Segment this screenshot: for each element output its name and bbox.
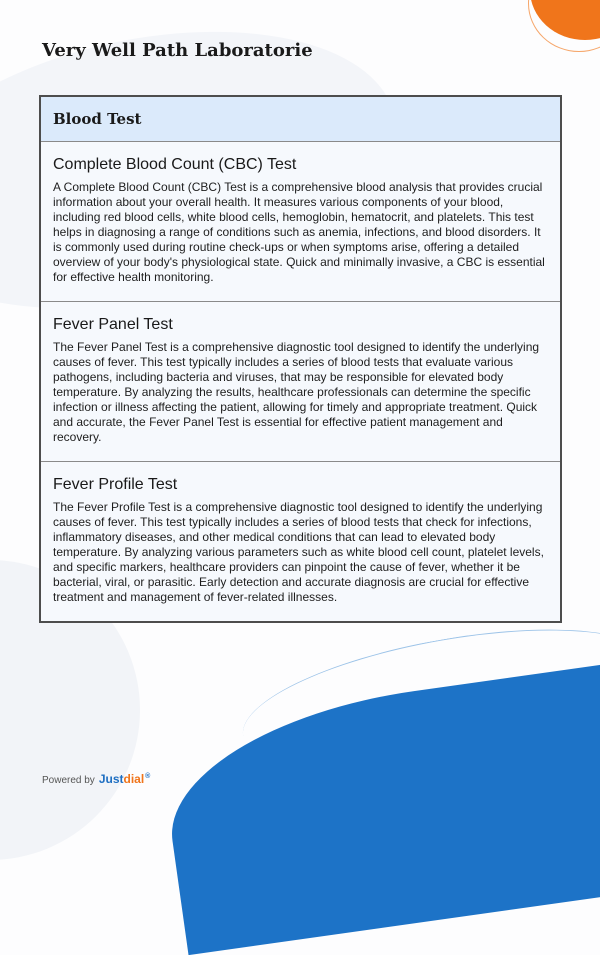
brand-just: Just (98, 772, 124, 786)
test-card (39, 95, 562, 623)
corner-decoration-ring (528, 0, 600, 52)
test-description: The Fever Profile Test is a comprehensive diagnostic tool designed to identify the underlying causes of fever. This test typically includes a series of blood tests that check for infections, inflammatory diseases, and other medical conditions that can lead to elevated body temperature. By analyzing various parameters such as white blood cell count, platelet levels, and specific markers, healthcare providers can pinpoint the cause of fever, whether it be bacterial, viral, or parasitic. Early detection and accurate diagnosis are crucial for effective treatment and management of fever-related illnesses. (53, 500, 544, 604)
footer (42, 772, 150, 786)
test-title: Complete Blood Count (CBC) Test (53, 156, 297, 173)
registered-mark: ® (145, 773, 151, 780)
test-title: Fever Profile Test (53, 476, 178, 493)
card-header-title: Blood Test (53, 110, 142, 128)
test-description: A Complete Blood Count (CBC) Test is a comprehensive blood analysis that provides crucial information about your overall health. It measures various components of your blood, including red blood cells, white blood cells, hemoglobin, hematocrit, and platelets. This test helps in diagnosing a range of conditions such as anemia, infections, and blood disorders. It is commonly used during routine check-ups or when symptoms arise, offering a detailed overview of your body's physiological state. Quick and minimally invasive, a CBC is essential for effective health monitoring. (53, 180, 545, 284)
card-header (41, 97, 560, 142)
test-section-cbc (41, 142, 560, 302)
test-section-fever-panel (41, 302, 560, 462)
brand-dial: dial (123, 772, 145, 786)
powered-by-label: Powered by (42, 775, 95, 786)
test-title: Fever Panel Test (53, 316, 173, 333)
test-description: The Fever Panel Test is a comprehensive diagnostic tool designed to identify the underlying causes of fever. This test typically includes a series of blood tests that evaluate various pathogens, including bacteria and viruses, that may be responsible for elevated body temperature. By analyzing the results, healthcare professionals can determine the specific infection or illness affecting the patient, allowing for timely and appropriate treatment. Quick and accurate, the Fever Panel Test is essential for effective patient management and recovery. (53, 340, 540, 444)
corner-decoration-blue (157, 655, 600, 955)
justdial-logo[interactable] (99, 772, 151, 786)
page-title: Very Well Path Laboratorie (42, 40, 313, 61)
test-section-fever-profile (41, 462, 560, 621)
